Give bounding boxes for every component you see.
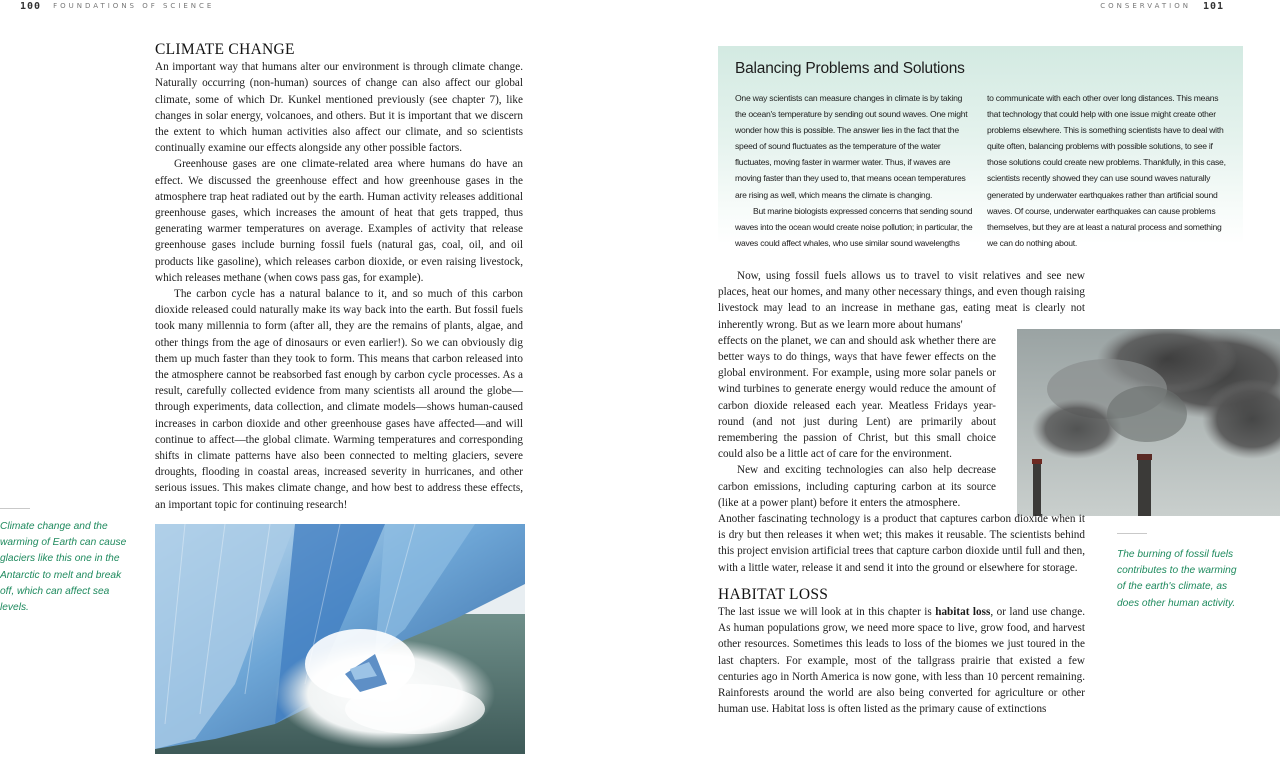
glacier-caption: Climate change and the warming of Earth can cause glaciers like this one in the Antarctic to melt and break off, which can affect sea levels. <box>0 521 127 614</box>
habitat-loss-heading: HABITAT LOSS <box>718 585 829 603</box>
climate-change-heading: CLIMATE CHANGE <box>155 41 295 58</box>
right-running-header <box>1100 0 1224 12</box>
climate-paragraph-1: An important way that humans alter our environment is through climate change. Naturally occurring (non-human) sources of change can also affect our global climate, some of which Dr. Kunkel mentioned previously (see chapter 7), like changes in solar energy, volcanoes, and others. But it is important that we discern the extent to which human activities also affect our climate, and so scientists continually examine our effects alongside any other possible factors. <box>155 61 523 155</box>
smoke-caption-rule <box>1117 533 1147 534</box>
left-page-number: 100 <box>20 0 42 12</box>
right-paragraph-2-wrapped: New and exciting technologies can also help decrease carbon emissions, including capturing carbon at its source (like at a power plant) before it enters the atmosphere. <box>718 464 996 509</box>
sidebar-title: Balancing Problems and Solutions <box>735 60 965 77</box>
right-paragraph-2-bottom: Another fascinating technology is a product that captures carbon dioxide when it is dry but then releases it when wet; this makes it reusable. The scientists behind this project envision artificial trees that capture carbon dioxide until full and then, with a little water, release it and send it into the ground or elsewhere for storage. <box>718 513 1085 574</box>
sidebar-column-2 <box>987 90 1227 251</box>
climate-change-section <box>155 42 523 513</box>
right-body-text <box>718 268 1085 717</box>
climate-paragraph-3: The carbon cycle has a natural balance to it, and so much of this carbon dioxide released could naturally make its way back into the earth. But fossil fuels took many millennia to form (after all, they are the remains of plants, algae, and other things from the age of dinosaurs or even earlier!). So we can obviously dig them up much faster than they took to form. This means that carbon released into the atmosphere cannot be reabsorbed fast enough by carbon cycle processes. As a result, carefully collected evidence from many scientists all around the globe—through experiments, data collection, and climate models—shows human-caused increases in carbon dioxide and other greenhouse gases have affected—and will continue to affect—the global climate. Warming temperatures and corresponding shifts in climate patterns have also been connected to melting glaciers, severe droughts, flooding in coastal areas, increased severity in hurricanes, and other serious issues. This makes climate change, and how best to address these effects, an important topic for continuing research! <box>155 288 523 511</box>
sidebar-paragraph-1: One way scientists can measure changes in climate is by taking the ocean's temperature by sending out sound waves. One might wonder how this is possible. The answer lies in the fact that the speed of sound fluctuates as the temperature of the water fluctuates, moving faster in warmer water. Thus, if waves are moving faster than they used to, that means ocean temperatures are rising as well, which means the climate is changing. <box>735 93 968 200</box>
climate-paragraph-2: Greenhouse gases are one climate-related area where humans do have an effect. We discussed the greenhouse effect and how greenhouse gases in the atmosphere trap heat radiated out by the earth. Human activity releases additional greenhouse gases, which increases the amount of heat that gets trapped, thus generating warmer temperatures on average. Examples of activity that release greenhouse gases include burning fossil fuels (natural gas, coal, oil, and oil products like gasoline), which releases carbon dioxide, or even raising livestock, which releases methane (when cows pass gas, for example). <box>155 158 523 284</box>
right-page-number: 101 <box>1202 0 1224 12</box>
right-paragraph-1-top: Now, using fossil fuels allows us to travel to visit relatives and see new places, heat our homes, and many other necessary things, and even though raising livestock may lead to an increase in methane gas, eating meat is clearly not inherently wrong. But as we learn more about humans' <box>718 270 1085 331</box>
sidebar-box <box>718 46 1243 248</box>
habitat-text-after: , or land use change. As human populations grow, we need more space to live, grow food, and harvest other resources. Sometimes this leads to loss of the biomes we just toured in the last chapters. For example, most of the tallgrass prairie that existed a few centuries ago in North America is now gone, with less than 10 percent remaining. Rainforests around the world are also being converted for agriculture or other human use. Habitat loss is often listed as the primary cause of extinctions <box>718 606 1086 716</box>
right-paragraph-1-wrapped: effects on the planet, we can and should ask whether there are better ways to do things, ways that have fewer effects on the global environment. For example, using more solar panels or wind turbines to generate energy would reduce the amount of carbon dioxide released each year. Meatless Fridays year-round (and not just during Lent) are primarily about remembering the passion of Christ, but this small choice could also be a little act of care for the environment. <box>718 334 996 461</box>
left-running-title: FOUNDATIONS OF SCIENCE <box>53 2 215 10</box>
glacier-caption-rule <box>0 508 30 509</box>
sidebar-column-1 <box>735 90 975 251</box>
habitat-text-before: The last issue we will look at in this chapter is <box>718 606 936 619</box>
right-running-title: CONSERVATION <box>1100 2 1191 10</box>
smoke-caption: The burning of fossil fuels contributes to the warming of the earth's climate, as does other human activity. <box>1117 549 1237 609</box>
habitat-loss-term: habitat loss <box>935 606 991 619</box>
habitat-paragraph-1 <box>718 604 1085 717</box>
glacier-photo <box>155 524 525 754</box>
left-running-header <box>20 0 214 12</box>
sidebar-paragraph-3: to communicate with each other over long distances. This means that technology that could help with one issue might create other problems elsewhere. This is something scientists have to deal with quite often, balancing problems with possible solutions, to see if those solutions could create new problems. Thankfully, in this case, scientists recently showed they can use sound waves naturally generated by underwater earthquakes rather than artificial sound waves. Of course, underwater earthquakes can cause problems themselves, but they are at least a natural process and something we can do nothing about. <box>987 93 1226 248</box>
sidebar-paragraph-2: But marine biologists expressed concerns that sending sound waves into the ocean would create noise pollution; in particular, the waves could affect whales, who use similar sound wavelengths <box>735 205 973 248</box>
